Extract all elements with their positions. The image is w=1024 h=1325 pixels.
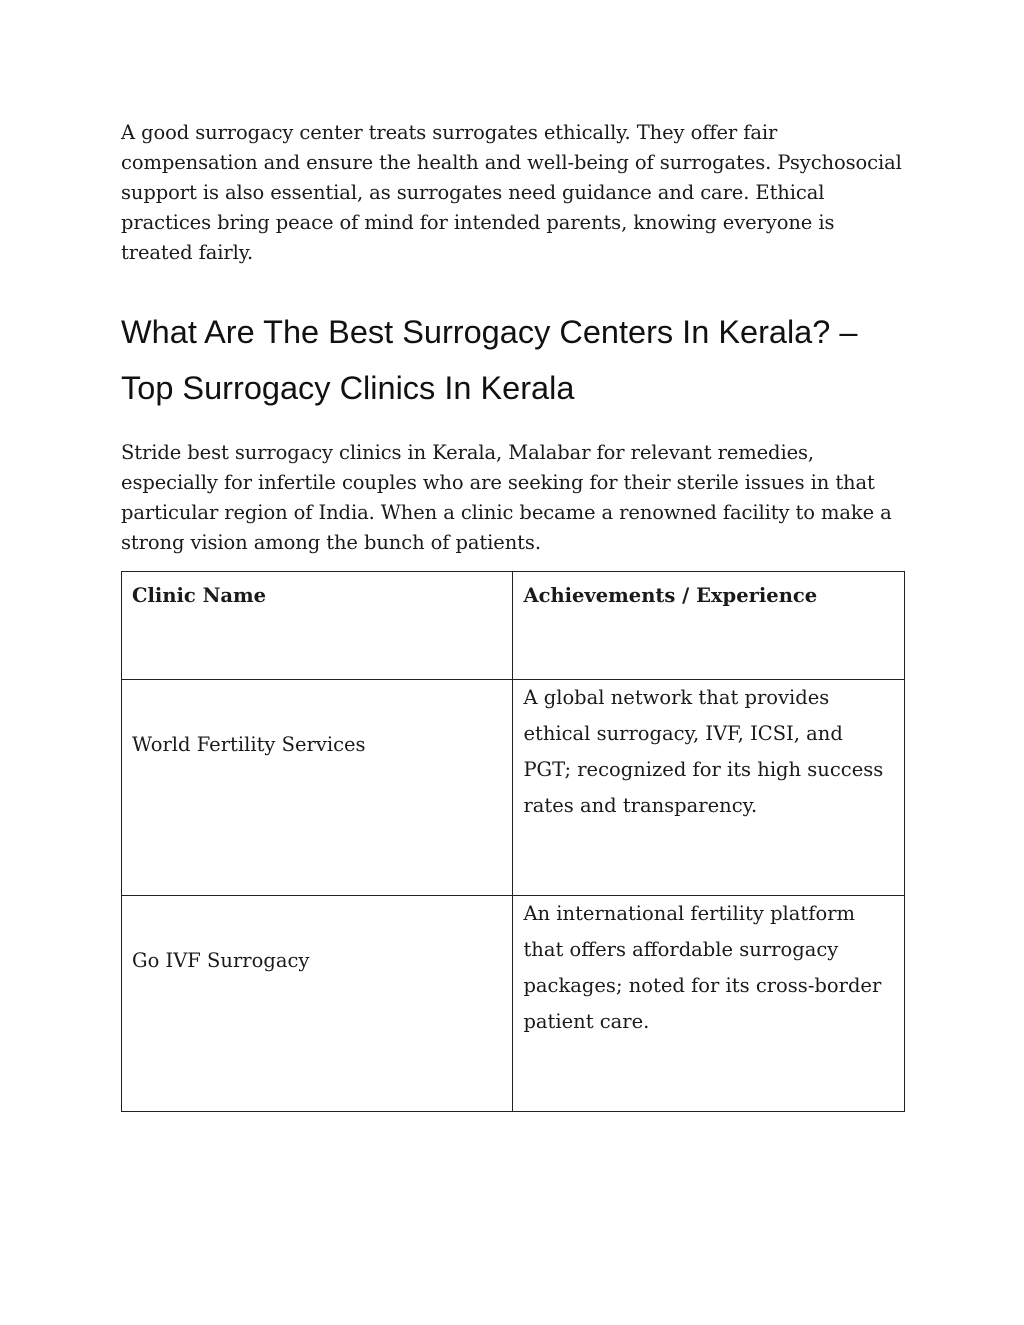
clinic-achievement: An international fertility platform that offers affordable surrogacy packages; noted for its cross-border patient care. <box>513 896 905 1112</box>
table-header-row <box>122 572 905 680</box>
table-row <box>122 896 905 1112</box>
clinic-achievement: A global network that provides ethical surrogacy, IVF, ICSI, and PGT; recognized for its high success rates and transparency. <box>513 680 905 896</box>
clinic-name-cell <box>122 896 513 1112</box>
header-clinic-name: Clinic Name <box>122 572 513 680</box>
clinic-name-cell <box>122 680 513 896</box>
clinic-table <box>121 571 905 1112</box>
section-heading: What Are The Best Surrogacy Centers In Kerala? – Top Surrogacy Clinics In Kerala <box>121 314 858 406</box>
clinic-name: Go IVF Surrogacy <box>132 948 310 972</box>
table-row <box>122 680 905 896</box>
document-body <box>121 118 905 558</box>
clinic-name: World Fertility Services <box>132 732 366 756</box>
intro-paragraph: A good surrogacy center treats surrogates ethically. They offer fair compensation and ensure the health and well-being of surrogates. Psychosocial support is also essential, as surrogates need guidance and care. Ethical practices bring peace of mind for intended parents, knowing everyone is treated fairly. <box>121 121 902 264</box>
header-achievements: Achievements / Experience <box>513 572 905 680</box>
section-paragraph: Stride best surrogacy clinics in Kerala, Malabar for relevant remedies, especially for infertile couples who are seeking for their sterile issues in that particular region of India. When a clinic became a renowned facility to make a strong vision among the bunch of patients. <box>121 441 892 554</box>
